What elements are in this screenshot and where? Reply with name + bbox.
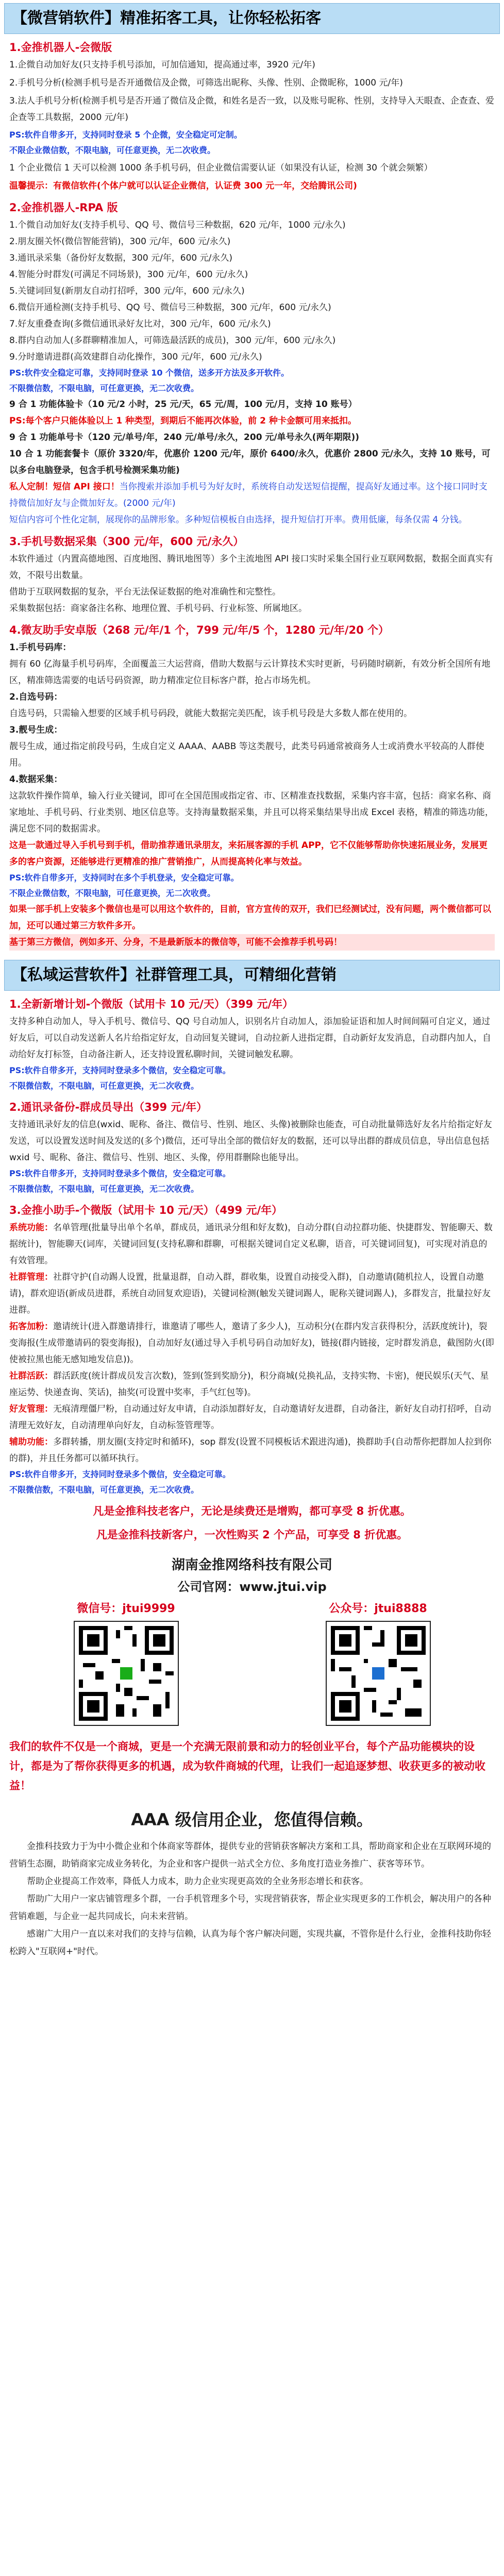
ps-note: 不限微信数，不限电脑，可任意更换，无二次收费。 <box>9 1081 199 1091</box>
price-trial: 9 合 1 功能体验卡（10 元/2 小时，25 元/天，65 元/周，100 元/月，支持 10 账号） <box>9 399 357 410</box>
section-heading: 3.手机号数据采集（300 元/年，600 元/永久） <box>9 535 244 548</box>
feature-body: 自选号码，只需输入想要的区域手机号码段，就能大数据完美匹配，该手机号段是大多数人都在使用的。 <box>9 708 412 719</box>
highlight-note: 这是一款通过导入手机号到手机，借助推荐通讯录朋友，来拓展客源的手机 APP，它不仅能够帮助你快速拓展业务，发展更多的客户资源，还能够进行更精准的推广营销推广，从而提高转化率与效益。 <box>9 840 488 867</box>
ps-note: PS:软件安全稳定可靠，支持同时登录 10 个微信，送多开方法及多开软件。 <box>9 368 290 378</box>
section-contacts-backup <box>0 1099 504 1197</box>
feature-row <box>9 1401 495 1434</box>
promo-line: 凡是金推科技新客户，一次性购买 2 个产品，可享受 8 折优惠。 <box>96 1529 408 1541</box>
about-paragraph: 帮助企业提高工作效率，降低人力成本，助力企业实现更高效的全业务形态增长和获客。 <box>27 1876 368 1887</box>
warning-note: 温馨提示：有微信软件(个体户就可以认证企业微信，认证费 300 元一年，交给腾讯公司) <box>9 181 357 191</box>
section-phone-collect <box>0 533 504 617</box>
price-package: 10 合 1 功能套餐卡（原价 3320/年，优惠价 1200 元/年，原价 6400/永久，优惠价 2800 元/永久，支持 10 账号，可以多台电脑登录，包含手机号检测采集功能) <box>9 449 491 476</box>
feature-label: 社群活跃： <box>9 1371 53 1381</box>
wechat-qr-code <box>74 1621 179 1726</box>
ps-note: PS:软件自带多开，支持同时登录多个微信，安全稳定可靠。 <box>9 1168 231 1178</box>
official-id: jtui8888 <box>374 1602 427 1615</box>
ps-note: PS:软件自带多开，支持同时登录多个微信，安全稳定可靠。 <box>9 1469 231 1479</box>
wechat-contact <box>77 1600 175 1616</box>
section-new-plan <box>0 996 504 1094</box>
qr-row <box>0 1621 504 1726</box>
list-item: 5.关键词回复(新朋友自动打招呼，300 元/年，600 元/永久) <box>9 286 245 296</box>
section-heading: 1.全新新增计划-个微版（试用卡 10 元/天）（399 元/年） <box>9 998 294 1010</box>
about-paragraph: 感谢广大用户一直以来对我们的支持与信赖，认真为每个客户解决问题，实现共赢，不管你是什么行业，金推科技助你轻松跨入"互联网+"时代。 <box>9 1929 491 1957</box>
feature-row <box>9 1269 495 1318</box>
paragraph: 支持多种自动加人，导入手机号、微信号、QQ 号自动加人，识别名片自动加人，添加验证语和加人时间间隔可自定义，通过好友后，可以自动发送新人名片给指定好友，自动回复关键词，自动拉新人进指定群，自动新好友发消息，自动群内加人，自动给好友打标签，自动备注新人，还支持设置私聊时间，关键词触发私聊。 <box>9 1016 491 1060</box>
section-android-assistant <box>0 622 504 951</box>
section-robot-rpa <box>0 199 504 528</box>
highlight-note: 基于第三方微信，例如多开、分身，不是最新版本的微信等，可能不会推荐手机号码！ <box>9 934 495 951</box>
feature-text: 无痕清理僵尸粉，自动通过好友申请，自动添加群好友，自动邀请好友进群，自动备注，新好友自动打招呼，自动清理无效好友，自动清理单向好友，自动标签管理等。 <box>9 1404 491 1431</box>
section-heading: 1.金推机器人-会微版 <box>9 41 112 54</box>
site-link[interactable]: www.jtui.vip <box>239 1580 327 1594</box>
api-body: 当你搜索并添加手机号为好友时，系统将自动发送短信提醒，提高好友通过率。这个接口同时支持微信加好友与企微加好友。(2000 元/年) <box>9 482 488 509</box>
list-item: 6.微信开通检测(支持手机号、QQ 号、微信号三种数据，300 元/年，600 元/永久) <box>9 302 331 313</box>
feature-label: 系统功能： <box>9 1223 53 1233</box>
promo-line: 凡是金推科技老客户，无论是续费还是增购，都可享受 8 折优惠。 <box>93 1505 411 1517</box>
price-single: 9 合 1 功能单号卡（120 元/单号/年，240 元/单号/永久，200 元/单号永久(两年期限)) <box>9 432 359 443</box>
section-heading: 3.金推小助手-个微版（试用卡 10 元/天）（499 元/年） <box>9 1204 283 1216</box>
feature-row <box>9 1434 495 1467</box>
wechat-label: 微信号： <box>77 1602 123 1615</box>
ps-note: 不限企业微信数，不限电脑，可任意更换，无二次收费。 <box>9 145 216 155</box>
feature-text: 群活跃度(统计群成员发言次数)，签到(签到奖励分)，积分商城(兑换礼品，支持实物、卡密)，便民娱乐(天气、星座运势、快递查询、笑话)，抽奖(可设置中奖率，手气红包等)。 <box>9 1371 489 1398</box>
sms-note: 短信内容可个性化定制，展现你的品牌形象。多种短信模板自由选择，提升短信打开率。费用低廉，每条仅需 4 分钱。 <box>9 515 467 525</box>
ps-note: PS:软件自带多开，支持同时登录多个微信，安全稳定可靠。 <box>9 1065 231 1075</box>
feature-text: 多群转播，朋友圈(支持定时和循环)，sop 群发(设置不同模板话术跟进沟通)，换群助手(自动帮你把群加人拉到你的群)，并且任务都可以循环执行。 <box>9 1437 492 1464</box>
qr-code-icon <box>75 1622 178 1725</box>
section-heading: 2.金推机器人-RPA 版 <box>9 201 118 214</box>
trial-note: PS:每个客户只能体验以上 1 种类型，到期后不能再次体验，前 2 种卡金额可用来抵扣。 <box>9 416 357 426</box>
paragraph: 本软件通过（内置高德地图、百度地图、腾讯地图等）多个主流地图 API 接口实时采集全国行业互联网数据，数据全面真实有效，不限号出数量。 <box>9 554 493 581</box>
ps-note: 不限微信数，不限电脑，可任意更换，无二次收费。 <box>9 383 199 393</box>
feature-title: 4.数据采集： <box>9 774 63 785</box>
company-name: 湖南金推网络科技有限公司 <box>171 1557 332 1573</box>
paragraph: 支持通讯录好友的信息(wxid、昵称、备注、微信号、性别、地区、头像)被删除也能查，可自动批量筛选好友名片给指定好友发送，可以设置发送时间及发送的(多个)微信，还可导出全部的微信好友的数据，还可以导出群的群成员信息，导出信息包括 wxid 号、昵称、备注、微信号、性别、地区、头像，停用群删除也能导出。 <box>9 1120 492 1163</box>
feature-text: 邀请统计(进入群邀请排行，谁邀请了哪些人，邀请了多少人)，互动积分(在群内发言获得积分，活跃度统计)，裂变海报(生成带邀请码的裂变海报)，自动加好友(通过导入手机号码自动加好友)，链接(群内链接，定时群发消息，截图防火(即使被拉黑也能无感知地发信息))。 <box>9 1321 494 1365</box>
site-label: 公司官网： <box>177 1580 240 1594</box>
feature-text: 社群守护(自动踢人设置，批量退群，自动入群，群收集，设置自动接受入群)，自动邀请(随机拉人，设置自动邀请)，群欢迎语(新成员进群，系统自动回复欢迎语)，关键词检测(触发关键词踢人，昵称关键词踢人)，多群发言，批量拉好友进群。 <box>9 1272 491 1315</box>
credit-rating: AAA 级信用企业，您值得信赖。 <box>131 1810 373 1829</box>
list-item: 2.朋友圈关怀(微信智能营销)，300 元/年，600 元/永久) <box>9 236 231 247</box>
paragraph: 采集数据包括：商家备注名称、地理位置、手机号码、行业标签、所属地区。 <box>9 603 307 614</box>
ps-note: 不限微信数，不限电脑，可任意更换，无二次收费。 <box>9 1485 199 1495</box>
list-item: 1.企微自动加好友(只支持手机号添加，可加信通知，提高通过率，3920 元/年) <box>9 60 315 70</box>
list-item: 1.个微自动加好友(支持手机号、QQ 号、微信号三种数据，620 元/年，1000 元/永久) <box>9 220 346 230</box>
banner-marketing <box>4 3 500 34</box>
list-item: 3.通讯录采集（备份好友数据，300 元/年，600 元/永久) <box>9 253 233 263</box>
closing-statement: 我们的软件不仅是一个商城，更是一个充满无限前景和动力的轻创业平台，每个产品功能模块的设计，都是为了帮你获得更多的机遇，成为软件商城的代理，让我们一起追逐梦想、收获更多的被动收益！ <box>9 1740 485 1792</box>
paragraph: 借助于互联网数据的复杂，平台无法保证数据的绝对准确性和完整性。 <box>9 587 281 597</box>
api-title: 私人定制！短信 API 接口！ <box>9 482 120 492</box>
list-item: 4.智能分时群发(可满足不同场景)，300 元/年，600 元/永久) <box>9 269 248 280</box>
list-item: 7.好友重叠查询(多微信通讯录好友比对，300 元/年，600 元/永久) <box>9 319 271 329</box>
feature-title: 1.手机号码库： <box>9 642 72 653</box>
list-item: 2.手机号分析(检测手机号是否开通微信及企微，可筛选出昵称、头像、性别、企微昵称，1000 元/年) <box>9 78 403 88</box>
feature-row <box>9 1219 495 1269</box>
feature-label: 辅助功能： <box>9 1437 53 1447</box>
feature-title: 2.自选号码： <box>9 692 63 702</box>
about-paragraph: 帮助广大用户一家店铺管理多个群，一台手机管理多个号，实现营销获客，帮企业实现更多的工作机会，解决用户的各种营销难题，与企业一起共同成长，向未来营销。 <box>9 1894 491 1922</box>
official-account-qr-code <box>326 1621 431 1726</box>
contact-row <box>0 1600 504 1616</box>
company-website <box>0 1577 504 1595</box>
section-heading: 2.通讯录备份-群成员导出（399 元/年） <box>9 1101 208 1113</box>
ps-note: 不限企业微信数，不限电脑，可任意更换，无二次收费。 <box>9 888 216 898</box>
feature-title: 3.靓号生成： <box>9 725 63 735</box>
promo-block <box>0 1501 504 1545</box>
ps-note: 不限微信数，不限电脑，可任意更换，无二次收费。 <box>9 1184 199 1194</box>
ps-note: PS:软件自带多开，支持同时登录 5 个企微，安全稳定可定制。 <box>9 130 242 140</box>
feature-label: 好友管理： <box>9 1404 53 1414</box>
list-item: 3.法人手机号分析(检测手机号是否开通了微信及企微，和姓名是否一致，以及账号昵称、性别，支持导入天眼查、企查查、爱企查等工具数据，2000 元/年) <box>9 96 494 123</box>
section-heading: 4.微友助手安卓版（268 元/年/1 个，799 元/年/5 个，1280 元/年/20 个） <box>9 624 390 636</box>
banner-private-domain <box>4 960 500 991</box>
list-item: 8.群内自动加人(多群聊精准加人，可筛选最活跃的成员)，300 元/年，600 元/永久) <box>9 335 336 346</box>
feature-label: 社群管理： <box>9 1272 53 1282</box>
feature-label: 拓客加粉： <box>9 1321 53 1332</box>
list-item: 1 个企业微信 1 天可以检测 1000 条手机号码，但企业微信需要认证（如果没有认证，检测 30 个就会频繁） <box>9 163 433 173</box>
api-paragraph <box>9 479 495 512</box>
feature-row <box>9 1368 495 1401</box>
feature-body: 这款软件操作简单，输入行业关键词，即可在全国范围或指定省、市、区精准查找数据，采集内容丰富，包括：商家名称、商家地址、手机号码、行业类别、地区信息等。支持海量数据采集，并且可以将采集结果导出成 Excel 表格，精准的筛选功能，满足您不同的数据需求。 <box>9 791 494 834</box>
section-assistant-wechat <box>0 1202 504 1498</box>
about-paragraph: 金推科技致力于为中小微企业和个体商家等群体，提供专业的营销获客解决方案和工具，帮助商家和企业在互联网环境的营销生态圈，助销商家完成业务转化，为企业和客户提供一站式全方位、多角度打造业务推广、获客等环节。 <box>9 1841 491 1869</box>
highlight-note: 如果一部手机上安装多个微信也是可以用这个软件的，目前，官方宣传的双开，我们已经测试过，没有问题，两个微信都可以加，还可以通过第三方软件多开。 <box>9 904 491 931</box>
official-label: 公众号： <box>329 1602 375 1615</box>
feature-row <box>9 1318 495 1368</box>
banner-title: 【微营销软件】精准拓客工具，让你轻松拓客 <box>12 9 321 27</box>
feature-body: 拥有 60 亿海量手机号码库，全面覆盖三大运营商，借助大数据与云计算技术实时更新，号码随时刷新，有效分析全国所有地区，精准筛选需要的电话号码资源，助力精准定位目标客户群，抢占市场先机。 <box>9 659 491 686</box>
official-contact <box>329 1600 427 1616</box>
wechat-id: jtui9999 <box>122 1602 175 1615</box>
ps-note: PS:软件自带多开，支持同时在多个手机登录，安全稳定可靠。 <box>9 873 239 883</box>
banner-title: 【私域运营软件】社群管理工具，可精细化营销 <box>12 966 337 984</box>
section-robot-work-wechat <box>0 39 504 194</box>
list-item: 9.分时邀请进群(高效建群自动化操作，300 元/年，600 元/永久) <box>9 352 262 362</box>
feature-body: 靓号生成，通过指定前段号码，生成自定义 AAAA、AABB 等这类靓号，此类号码通常被商务人士或消费水平较高的人群使用。 <box>9 741 484 768</box>
qr-code-icon <box>327 1622 430 1725</box>
feature-text: 名单管理(批量导出单个名单，群成员，通讯录分组和好友数)，自动分群(自动拉群功能、快捷群发、智能聊天、数据统计)，智能聊天(词库，关键词回复(支持私聊和群聊，可根据关键词自定义私聊，语音，可关键词回复)，可实现对消息的有效管理。 <box>9 1223 493 1266</box>
